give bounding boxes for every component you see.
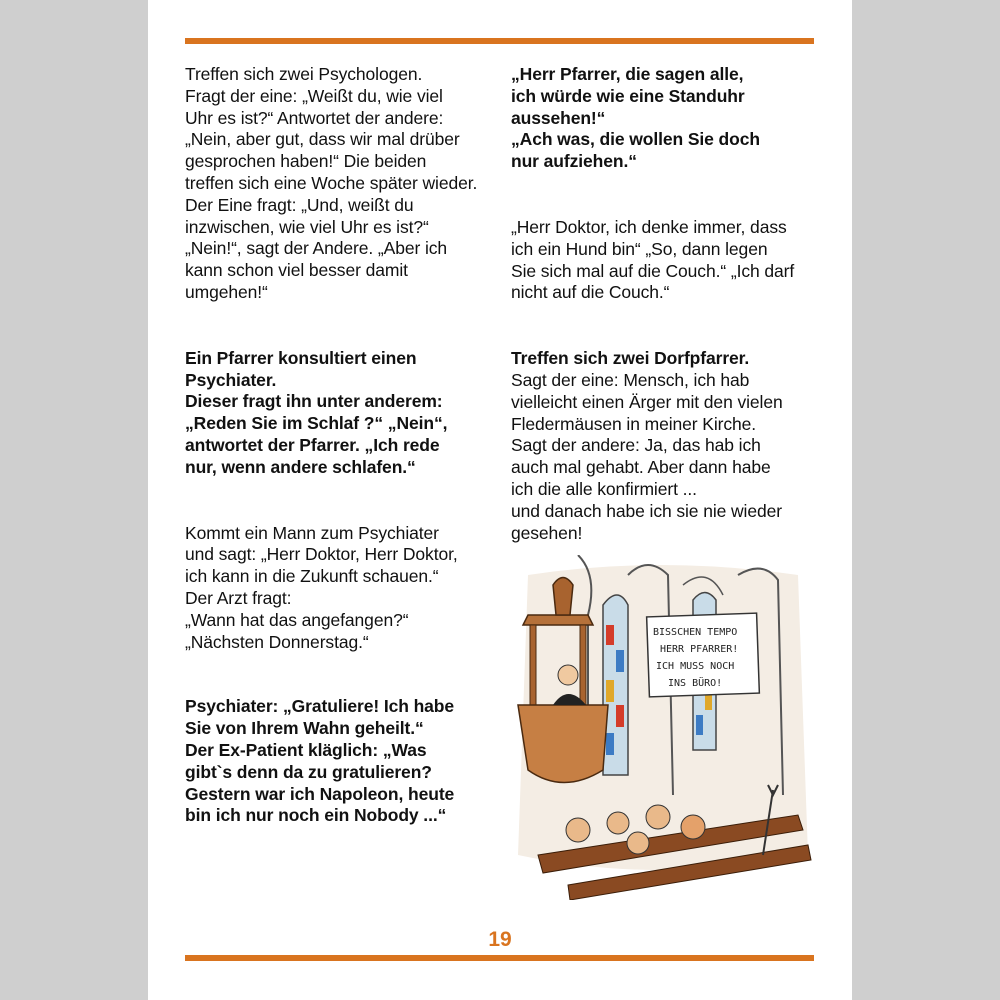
svg-text:ICH MUSS NOCH: ICH MUSS NOCH: [656, 661, 735, 672]
joke-pfarrer-psychiater: [185, 348, 485, 479]
text-line: „Nein, aber gut, dass wir mal drüber: [185, 129, 460, 150]
text-line: Fledermäusen in meiner Kirche.: [511, 413, 757, 434]
joke-psychologists: [185, 64, 485, 304]
text-line: Treffen sich zwei Psychologen.: [185, 64, 423, 84]
text-line: umgehen!“: [185, 281, 268, 302]
text-line: Kommt ein Mann zum Psychiater: [185, 522, 439, 543]
protest-sign: [647, 613, 760, 697]
text-line: ich würde wie eine Standuhr: [511, 85, 745, 106]
text-line: Der Ex-Patient kläglich: „Was: [185, 739, 427, 760]
text-line: ich ein Hund bin“ „So, dann legen: [511, 238, 768, 259]
svg-text:HERR PFARRER!: HERR PFARRER!: [660, 644, 739, 655]
text-line: kann schon viel besser damit: [185, 260, 408, 281]
text-line: gesprochen haben!“ Die beiden: [185, 151, 427, 172]
joke-hund: [511, 217, 817, 304]
text-line: „Ach was, die wollen Sie doch: [511, 129, 760, 150]
text-line: Gestern war ich Napoleon, heute: [185, 783, 455, 804]
text-line: nicht auf die Couch.“: [511, 282, 670, 303]
top-rule: [185, 38, 814, 44]
text-line: Der Arzt fragt:: [185, 587, 292, 608]
text-line: Psychiater.: [185, 369, 277, 390]
svg-text:INS BÜRO!: INS BÜRO!: [668, 678, 723, 689]
text-line: antwortet der Pfarrer. „Ich rede: [185, 434, 440, 455]
text-line: aussehen!“: [511, 107, 606, 128]
text-line: und danach habe ich sie nie wieder: [511, 500, 782, 521]
left-column: [185, 64, 485, 827]
text-line: inzwischen, wie viel Uhr es ist?“: [185, 216, 429, 237]
text-line: gibt`s denn da zu gratulieren?: [185, 761, 432, 782]
text-line: ich die alle konfirmiert ...: [511, 478, 697, 499]
bottom-rule: [185, 955, 814, 961]
page-number: 19: [488, 928, 512, 951]
text-line: nur, wenn andere schlafen.“: [185, 456, 416, 477]
joke-napoleon: [185, 696, 485, 827]
text-line: „Wann hat das angefangen?“: [185, 609, 409, 630]
text-line: Uhr es ist?“ Antwortet der andere:: [185, 107, 444, 128]
text-line: „Herr Doktor, ich denke immer, dass: [511, 216, 787, 237]
text-line: Psychiater: „Gratuliere! Ich habe: [185, 696, 455, 717]
stained-glass-window-left: [603, 595, 628, 775]
text-line: treffen sich eine Woche später wieder.: [185, 172, 478, 193]
joke-zukunft: [185, 523, 485, 654]
text-line: Sie von Ihrem Wahn geheilt.“: [185, 718, 424, 739]
joke-standuhr: [511, 64, 817, 173]
text-line: „Reden Sie im Schlaf ?“ „Nein“,: [185, 413, 448, 434]
page: [148, 0, 852, 1000]
text-line: Treffen sich zwei Dorfpfarrer.: [511, 348, 750, 369]
text-line: und sagt: „Herr Doktor, Herr Doktor,: [185, 544, 458, 565]
text-line: bin ich nur noch ein Nobody ...“: [185, 805, 447, 826]
joke-dorfpfarrer: [511, 348, 817, 544]
text-line: Ein Pfarrer konsultiert einen: [185, 347, 417, 368]
text-line: Dieser fragt ihn unter anderem:: [185, 391, 443, 412]
church-cartoon-illustration: [508, 555, 818, 900]
text-line: „Nein!“, sagt der Andere. „Aber ich: [185, 238, 448, 259]
text-line: Sagt der eine: Mensch, ich hab: [511, 369, 750, 390]
svg-text:BISSCHEN TEMPO: BISSCHEN TEMPO: [653, 627, 738, 638]
text-line: vielleicht einen Ärger mit den vielen: [511, 391, 783, 412]
text-line: Der Eine fragt: „Und, weißt du: [185, 194, 414, 215]
text-line: „Nächsten Donnerstag.“: [185, 631, 369, 652]
right-column: [511, 64, 817, 544]
text-line: auch mal gehabt. Aber dann habe: [511, 457, 771, 478]
text-line: Fragt der eine: „Weißt du, wie viel: [185, 85, 443, 106]
text-line: Sagt der andere: Ja, das hab ich: [511, 435, 761, 456]
text-line: „Herr Pfarrer, die sagen alle,: [511, 64, 744, 84]
text-line: ich kann in die Zukunft schauen.“: [185, 566, 439, 587]
text-line: gesehen!: [511, 522, 583, 543]
text-line: nur aufziehen.“: [511, 151, 637, 172]
text-line: Sie sich mal auf die Couch.“ „Ich darf: [511, 260, 795, 281]
